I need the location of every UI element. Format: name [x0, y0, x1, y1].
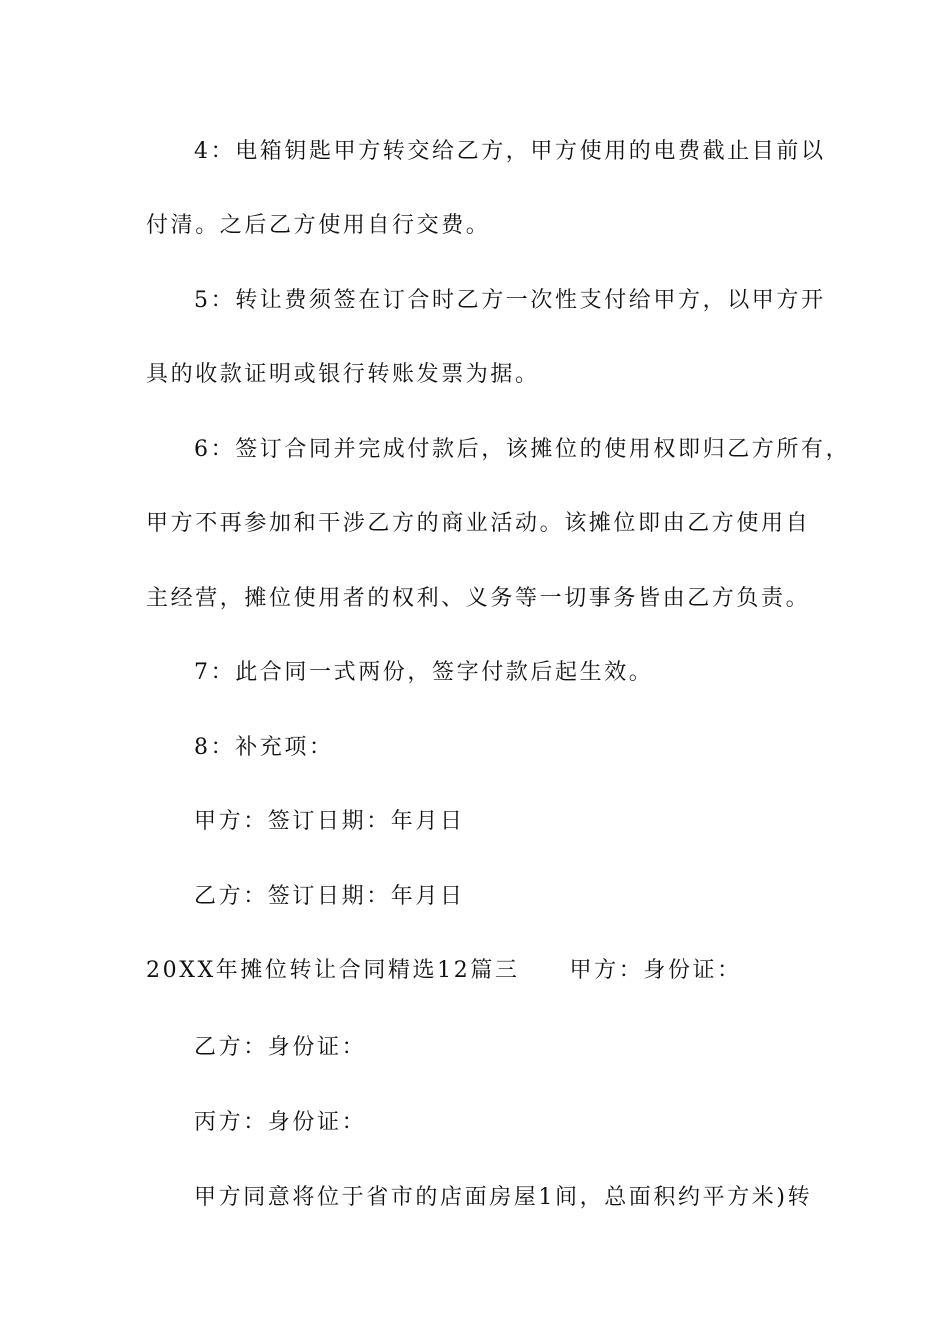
party-b-id-line: 乙方：身份证：: [194, 1035, 367, 1060]
clause-7-line: 7：此合同一式两份，签字付款后起生效。: [194, 660, 654, 685]
party-a-sign-date: 甲方：签订日期：年月日: [194, 809, 465, 834]
section-party-a-id: 甲方：身份证：: [569, 958, 742, 983]
clause-6-line-2: 甲方不再参加和干涉乙方的商业活动。该摊位即由乙方使用自: [146, 511, 811, 536]
party-b-sign-date: 乙方：签订日期：年月日: [194, 884, 465, 909]
clause-4-line-1: 4：电箱钥匙甲方转交给乙方，甲方使用的电费截止目前以: [194, 139, 826, 164]
clause-4-line-2: 付清。之后乙方使用自行交费。: [146, 213, 491, 238]
transfer-clause-line: 甲方同意将位于省市的店面房屋1间，总面积约平方米)转: [194, 1185, 813, 1210]
section-heading-line: [146, 956, 826, 986]
clause-5-line-1: 5：转让费须签在订合时乙方一次性支付给甲方，以甲方开: [194, 288, 826, 313]
clause-8-line: 8：补充项：: [194, 735, 334, 760]
clause-5-line-2: 具的收款证明或银行转账发票为据。: [146, 362, 540, 387]
clause-6-line-1: 6：签订合同并完成付款后，该摊位的使用权即归乙方所有，: [194, 437, 851, 462]
party-c-id-line: 丙方：身份证：: [194, 1110, 367, 1135]
clause-6-line-3: 主经营，摊位使用者的权利、义务等一切事务皆由乙方负责。: [146, 586, 811, 611]
section-title: 20XX年摊位转让合同精选12篇三: [146, 958, 520, 983]
